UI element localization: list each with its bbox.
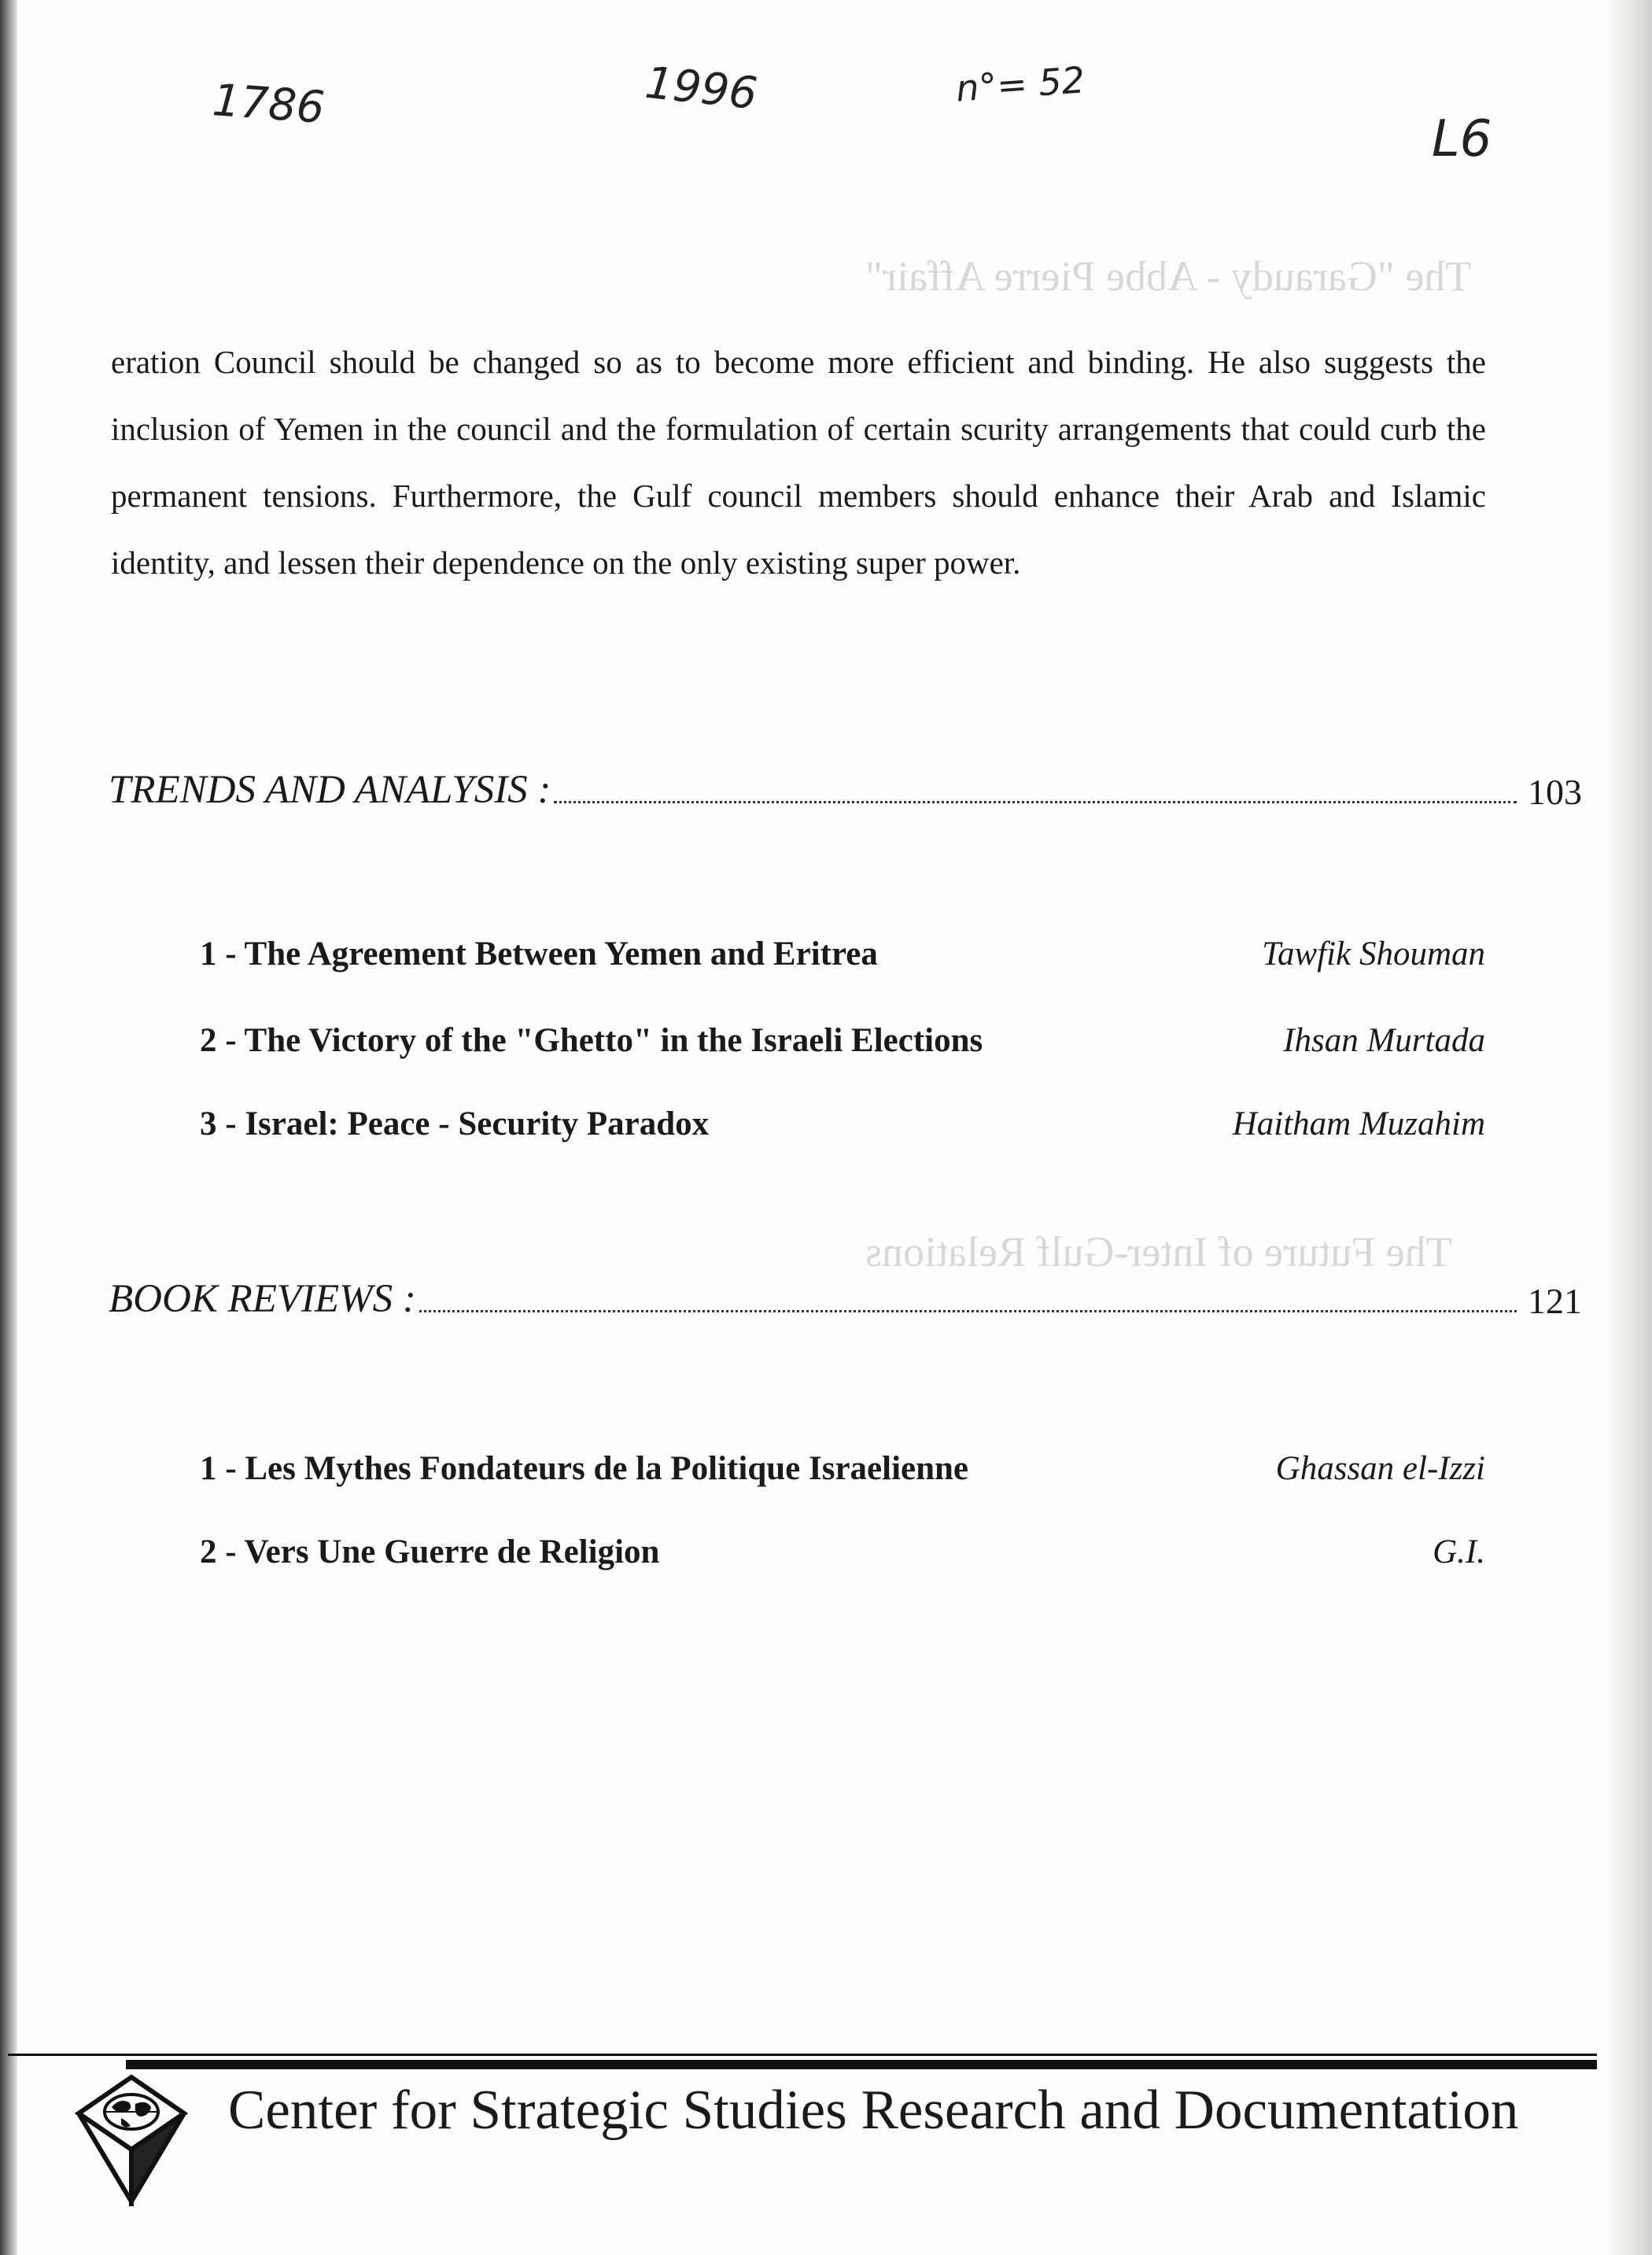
entry-title: 2 - The Victory of the "Ghetto" in the Israeli Elections	[200, 1022, 983, 1059]
footer-rule	[126, 2060, 1597, 2069]
dotted-leader	[554, 801, 1517, 803]
handwritten-note: L6	[1432, 110, 1492, 168]
page-number: 103	[1528, 772, 1582, 812]
page-right-shadow	[1605, 0, 1652, 2255]
handwritten-note: 1786	[210, 75, 326, 134]
entry-title: 3 - Israel: Peace - Security Paradox	[200, 1105, 710, 1142]
intro-paragraph: eration Council should be changed so as to become more efficient and binding. He also suggests the inclusion of Yemen in the council and the formulation of certain scurity arrangements that could curb the permanent tensions. Furthermore, the Gulf council members should enhance their Arab and Islamic identity, and lessen their dependence on the only existing super power.	[111, 344, 1486, 581]
footer-rule-thin	[8, 2054, 1597, 2056]
entry-author: Tawfik Shouman	[1262, 936, 1485, 972]
section-heading-book-reviews	[109, 1267, 1582, 1322]
toc-entry	[200, 1105, 1485, 1160]
section-heading-trends	[109, 758, 1582, 813]
footer-organization-name: Center for Strategic Studies Research and Documentation	[228, 2080, 1519, 2141]
entry-title: 2 - Vers Une Guerre de Religion	[200, 1533, 660, 1570]
dotted-leader	[419, 1310, 1517, 1312]
toc-entry	[200, 1021, 1485, 1076]
entry-author: Ghassan el-Izzi	[1275, 1450, 1485, 1487]
section-title: BOOK REVIEWS :	[109, 1277, 416, 1321]
toc-entry	[200, 935, 1485, 990]
show-through-text: The "Garaudy - Abbe Pierre Affair"	[865, 253, 1472, 300]
handwritten-note: 1996	[642, 57, 760, 120]
toc-entry	[200, 1449, 1485, 1504]
entry-author: Haitham Muzahim	[1232, 1105, 1485, 1142]
entry-title: 1 - Les Mythes Fondateurs de la Politique Israelienne	[200, 1450, 969, 1487]
toc-entry	[200, 1533, 1485, 1588]
page-binding-edge	[0, 0, 17, 2255]
show-through-text: The Future of Inter-Gulf Relations	[865, 1228, 1452, 1275]
page-number: 121	[1528, 1281, 1582, 1321]
center-logo-icon	[72, 2072, 190, 2206]
entry-title: 1 - The Agreement Between Yemen and Eritrea	[200, 936, 878, 972]
entry-author: Ihsan Murtada	[1283, 1022, 1485, 1059]
entry-author: G.I.	[1433, 1533, 1485, 1570]
section-title: TRENDS AND ANALYSIS :	[109, 768, 551, 812]
handwritten-note: n°= 52	[954, 58, 1086, 110]
